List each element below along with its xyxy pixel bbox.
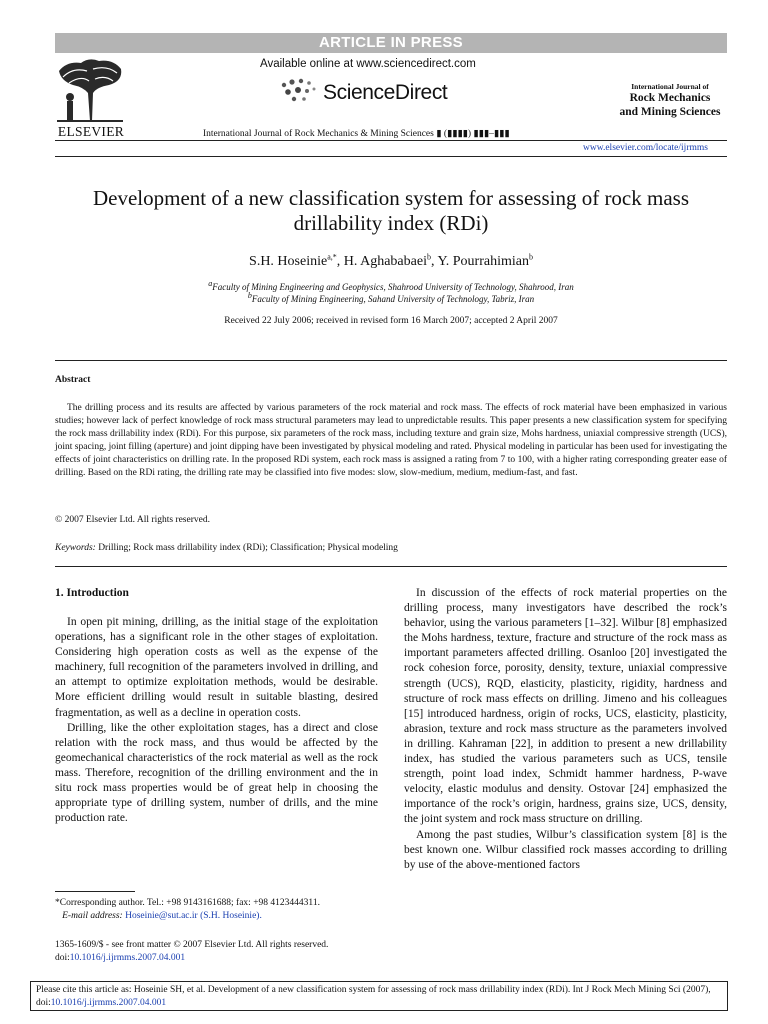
email-author-name: (S.H. Hoseinie). bbox=[200, 911, 262, 921]
keywords-line bbox=[55, 543, 398, 553]
keywords-label: Keywords: bbox=[55, 543, 96, 553]
issn-line: 1365-1609/$ - see front matter © 2007 Elsevier Ltd. All rights reserved. bbox=[55, 940, 329, 950]
abstract-copyright: © 2007 Elsevier Ltd. All rights reserved. bbox=[55, 515, 210, 525]
author-superscript: b bbox=[426, 252, 431, 262]
body-paragraph: In open pit mining, drilling, as the initial stage of the exploitation operations, has a significant role in the other stages of exploitation. Considering high operation costs as well as the expense of the machinery, full recognition of the parameters involved in drilling, and an attempt to optimize exploitation methods, would be desirable. More efficient drilling would result in suitable blasting, desired fragmentation, as well as a decline in operation costs. bbox=[55, 616, 378, 719]
affiliation-text: Faculty of Mining Engineering and Geophysics, Shahrood University of Technology, Shahrood, Iran bbox=[212, 282, 574, 292]
affiliation-a bbox=[55, 279, 727, 292]
abstract-rule bbox=[55, 360, 727, 361]
abstract-heading: Abstract bbox=[55, 375, 91, 385]
journal-url-link[interactable]: www.elsevier.com/locate/ijrmms bbox=[583, 143, 708, 153]
received-dates: Received 22 July 2006; received in revised form 16 March 2007; accepted 2 April 2007 bbox=[224, 316, 558, 326]
email-label: E-mail address: bbox=[62, 911, 123, 921]
author-list bbox=[55, 254, 727, 270]
author-superscript: b bbox=[528, 252, 533, 262]
paper-title: Development of a new classification system for assessing of rock mass drillability index (RDi) bbox=[92, 186, 690, 235]
corresponding-author-footnote: *Corresponding author. Tel.: +98 9143161688; fax: +98 4123444311. bbox=[55, 898, 320, 908]
footnote-rule bbox=[55, 891, 135, 892]
header-rule-lower bbox=[55, 156, 727, 157]
affiliation-marker: b bbox=[247, 291, 252, 300]
doi-line bbox=[55, 953, 185, 963]
elsevier-tree-logo-icon bbox=[53, 57, 127, 123]
keywords-rule bbox=[55, 566, 727, 567]
author-superscript: a,* bbox=[327, 252, 337, 262]
journal-name-prefix: International Journal of bbox=[631, 82, 709, 91]
body-paragraph: Among the past studies, Wilbur’s classification system [8] is the best known one. Wilbur classified rock masses according to drilling by use of the above-mentioned factors bbox=[404, 828, 727, 871]
citation-box bbox=[30, 981, 728, 1011]
author-name: S.H. Hoseinie bbox=[249, 254, 328, 269]
available-online-text: Available online at www.sciencedirect.com bbox=[260, 58, 476, 70]
section-heading: 1. Introduction bbox=[55, 587, 129, 599]
journal-citation-line: International Journal of Rock Mechanics & Mining Sciences ▮ (▮▮▮▮) ▮▮▮–▮▮▮ bbox=[203, 129, 510, 139]
affiliation-marker: a bbox=[208, 279, 213, 288]
journal-name-line2: and Mining Sciences bbox=[619, 106, 721, 118]
header-rule bbox=[55, 140, 727, 141]
journal-name-line1: Rock Mechanics bbox=[629, 92, 711, 104]
left-column bbox=[55, 615, 378, 826]
email-link[interactable]: Hoseinie@sut.ac.ir bbox=[125, 911, 198, 921]
body-paragraph: Drilling, like the other exploitation stages, has a direct and close relation with the rock mass, and thus would be affected by the geomechanical characteristics of the rock material as well as the rock mass. Therefore, recognition of the drilling environment and the in situ rock mass properties would be of great help in choosing the appropriate type of drilling system, number of drills, and the mine production rate. bbox=[55, 721, 378, 825]
elsevier-wordmark: ELSEVIER bbox=[57, 124, 125, 139]
affiliation-b bbox=[55, 291, 727, 304]
sciencedirect-wordmark: ScienceDirect bbox=[323, 81, 448, 104]
body-paragraph: In discussion of the effects of rock material properties on the drilling process, many investigators have described the rock’s behavior, using the various parameters [1–32]. Wilbur [8] emphasized the Mohs hardness, texture, fracture and structure of the rock mass as important parameters affected drilling. Osanloo [20] investigated the rock cohesion force, porosity, density, texture, uniaxial compressive strength (UCS), RQD, elasticity, plasticity, rigidity, hardness and structure of rock mass effects on drilling. Jimeno and his colleagues [15] introduced hardness, origin of rocks, UCS, elasticity, plasticity, abrasion, texture and rock mass structure as the parameters involved in drilling. Kahraman [22], in addition to present a new drillability index, has studied the various parameters such as UCS, tensile strength, point load index, Schmidt hammer hardness, P-wave velocity, elastic modulus and density. Ostovar [24] emphasized the importance of the rock’s origin, hardness, grains size, UCS, density, the joint system and rock mass structure on drilling. bbox=[404, 587, 727, 826]
sciencedirect-dots-icon bbox=[278, 77, 320, 107]
doi-label: doi: bbox=[55, 953, 70, 963]
citation-text: Please cite this article as: Hoseinie SH, et al. Development of a new classification system for assessing of rock mass drillability index (RDi). Int J Rock Mech Mining Sci (2007), doi: bbox=[36, 985, 711, 1008]
journal-name-box bbox=[600, 82, 740, 119]
author-name: , Y. Pourrahimian bbox=[430, 254, 529, 269]
keywords-text: Drilling; Rock mass drillability index (RDi); Classification; Physical modeling bbox=[95, 543, 398, 553]
doi-link[interactable]: 10.1016/j.ijrmms.2007.04.001 bbox=[69, 953, 186, 963]
right-column bbox=[404, 586, 727, 873]
author-name: , H. Aghababaei bbox=[336, 254, 427, 269]
citation-doi-link[interactable]: 10.1016/j.ijrmms.2007.04.001 bbox=[50, 998, 167, 1008]
abstract-body: The drilling process and its results are affected by various parameters of the rock material and rock mass. The effects of rock material have been emphasized in various studies; however lack of perfect knowledge of rock mass structural parameters may lead to unpredictable results. This paper presents a new classification system for specifying the rock mass drillability index (RDi). For this purpose, six parameters of the rock mass, including texture and grain size, Mohs hardness, uniaxial compressive strength (UCS), joint spacing, joint filling (aperture) and joint dipping have been investigated by physical modeling and rated. Physical modeling in particular has been used for investigating the effects of joint characteristics on drilling rate. In the proposed RDi system, each rock mass is assigned a rating from 7 to 100, with a higher rating corresponding greater ease of drilling. Based on the RDi rating, the drilling rate may be classified into five modes: slow, slow-medium, medium, medium-fast, and fast. bbox=[55, 403, 727, 478]
article-in-press-banner: ARTICLE IN PRESS bbox=[55, 33, 727, 53]
affiliation-text: Faculty of Mining Engineering, Sahand University of Technology, Tabriz, Iran bbox=[251, 294, 535, 304]
email-footnote bbox=[55, 911, 262, 921]
